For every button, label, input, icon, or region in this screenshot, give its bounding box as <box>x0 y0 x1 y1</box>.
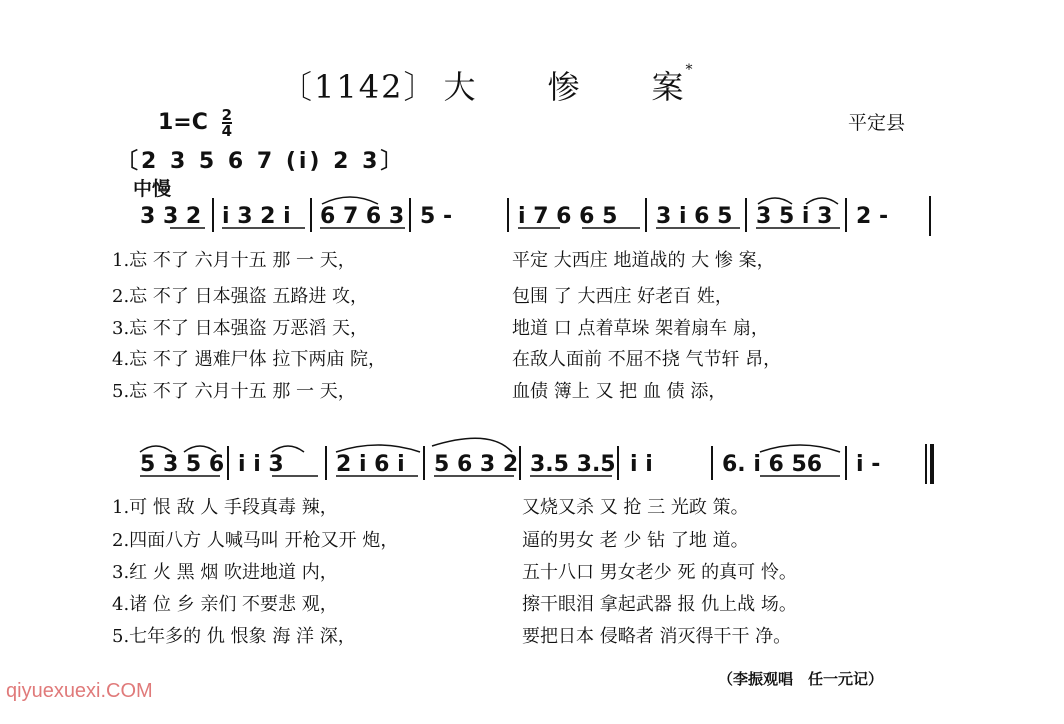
n1-m4: 5 - <box>420 204 453 229</box>
lyric-right: 平定 大西庄 地道战的 大 惨 案， <box>512 250 775 271</box>
lyric-left: 5.忘 不了 六月十五 那 一 天， <box>112 381 356 402</box>
n2-m1: 5 3 5 6 <box>140 452 225 477</box>
n2-m8: i - <box>856 452 881 477</box>
n2-m3: 2 i 6 i <box>336 452 405 477</box>
title-char-1: 大 <box>443 68 478 106</box>
song-number: 〔1142〕 <box>280 68 438 106</box>
lyric-right: 要把日本 侵略者 消灭得干干 净。 <box>522 626 792 647</box>
lyric-left: 4.诸 位 乡 亲们 不要悲 观， <box>112 594 338 615</box>
title-char-2: 惨 <box>547 68 582 106</box>
lyric-right: 在敌人面前 不屈不挠 气节轩 昂， <box>512 349 782 370</box>
lyric-right: 又烧又杀 又 抢 三 光政 策。 <box>522 497 749 518</box>
lyric-left: 4.忘 不了 遇难尸体 拉下两庙 院， <box>112 349 387 370</box>
n1-m2: i 3 2 i <box>222 204 291 229</box>
lyric-left: 2.四面八方 人喊马叫 开枪又开 炮， <box>112 530 399 551</box>
lyric-right: 五十八口 男女老少 死 的真可 怜。 <box>522 562 797 583</box>
meter-top: 2 <box>221 106 232 124</box>
key-label: 1=C <box>158 110 208 135</box>
n2-m5: 3.5 3.5 <box>530 452 616 477</box>
watermark: qiyuexuexi.COM <box>6 680 153 702</box>
meter-bottom: 4 <box>221 122 232 140</box>
lyric-left: 3.忘 不了 日本强盗 万恶滔 天， <box>112 318 369 339</box>
lyric-right: 包围 了 大西庄 好老百 姓， <box>512 286 733 307</box>
n1-m5: i 7 6 6 5 <box>518 204 618 229</box>
origin-label: 平定县 <box>848 112 906 134</box>
lyric-left: 1.忘 不了 六月十五 那 一 天， <box>112 250 356 271</box>
n1-m7: 3 5 i 3 <box>756 204 833 229</box>
n1-m8: 2 - <box>856 204 889 229</box>
tempo-label: 中慢 <box>133 178 172 200</box>
n1-m3: 6 7 6 3 <box>320 204 405 229</box>
n2-m7: 6. i 6 56 <box>722 452 823 477</box>
n1-m6: 3 i 6 5 <box>656 204 733 229</box>
credit-line: （李振观唱 任一元记） <box>718 670 884 688</box>
lyric-left: 5.七年多的 仇 恨象 海 洋 深， <box>112 626 356 647</box>
title-char-3: 案 <box>651 68 686 106</box>
n2-m4: 5 6 3 2 <box>434 452 519 477</box>
slur <box>322 197 378 204</box>
note-range: 〔2 3 5 6 7 (i) 2 3〕 <box>116 149 406 174</box>
lyric-right: 地道 口 点着草垛 架着扇车 扇， <box>512 318 769 339</box>
n2-m6: i i <box>630 452 653 477</box>
lyric-right: 血债 簿上 又 把 血 债 添， <box>512 381 727 402</box>
lyric-right: 逼的男女 老 少 钻 了地 道。 <box>522 530 749 551</box>
lyric-left: 3.红 火 黑 烟 吹进地道 内， <box>112 562 338 583</box>
lyric-right: 擦干眼泪 拿起武器 报 仇上战 场。 <box>522 594 797 615</box>
n1-m1: 3 3 2 <box>140 204 202 229</box>
lyric-left: 2.忘 不了 日本强盗 五路进 攻， <box>112 286 369 307</box>
n2-m2: i i 3 <box>238 452 284 477</box>
footnote-mark: * <box>685 62 695 78</box>
lyric-left: 1.可 恨 敌 人 手段真毒 辣， <box>112 497 338 518</box>
